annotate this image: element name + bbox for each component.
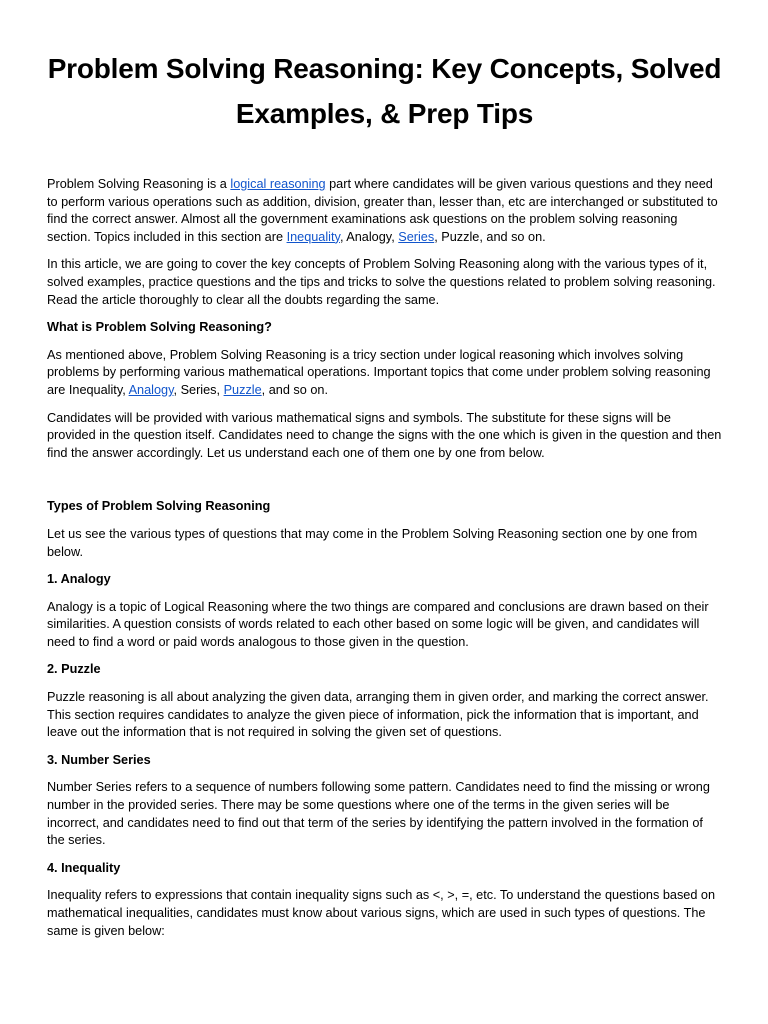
section-heading-inequality: 4. Inequality bbox=[47, 860, 121, 875]
section-text-puzzle: Puzzle reasoning is all about analyzing the given data, arranging them in given order, and marking the correct answer. This section requires candidates to analyze the given piece of information, pick the information that is important, and leave out the information that is not required in solving the given set of questions. bbox=[47, 690, 709, 740]
what-paragraph-2: Candidates will be provided with various mathematical signs and symbols. The substitute for these signs will be provided in the question itself. Candidates need to change the signs with the one which is given in the question and then find the answer accordingly. Let us understand each one of them one by one from below. bbox=[47, 410, 722, 460]
intro-paragraph-1: Problem Solving Reasoning is a logical reasoning part where candidates will be given various questions and they need to perform various operations such as addition, division, greater than, lesser than, etc are interchanged or substituted to find the correct answer. Almost all the government examinations ask questions on the problem solving reasoning section. Topics included in this section are Inequality, Analogy, Series, Puzzle, and so on. bbox=[47, 177, 718, 244]
series-link[interactable]: Series bbox=[398, 229, 435, 244]
section-text-number-series: Number Series refers to a sequence of numbers following some pattern. Candidates need to find the missing or wrong number in the provided series. There may be some questions where one of the terms in the given series will be incorrect, and candidates need to find out that term of the series by identifying the pattern involved in the formation of the series. bbox=[47, 780, 710, 848]
page-title: Problem Solving Reasoning: Key Concepts, Solved Examples, & Prep Tips bbox=[47, 53, 722, 129]
intro-paragraph-2: In this article, we are going to cover the key concepts of Problem Solving Reasoning along with the various types of it, solved examples, practice questions and the tips and tricks to solve the questions related to problem solving reasoning. Read the article thoroughly to clear all the doubts regarding the same. bbox=[47, 257, 716, 307]
what-heading: What is Problem Solving Reasoning? bbox=[47, 320, 272, 335]
logical-reasoning-link[interactable]: logical reasoning bbox=[230, 177, 326, 191]
types-heading: Types of Problem Solving Reasoning bbox=[47, 499, 271, 514]
section-heading-analogy: 1. Analogy bbox=[47, 572, 111, 587]
types-intro: Let us see the various types of questions that may come in the Problem Solving Reasoning section one by one from below. bbox=[47, 526, 698, 559]
what-paragraph-1: As mentioned above, Problem Solving Reasoning is a tricy section under logical reasoning which involves solving problems by performing various mathematical operations. Important topics that come under problem solving reasoning are Inequality, Analogy, Series, Puzzle, and so on. bbox=[47, 347, 711, 397]
section-text-analogy: Analogy is a topic of Logical Reasoning where the two things are compared and conclusions are drawn based on their similarities. A question consists of words related to each other based on some logic will be given, and candidates will need to find a word or paid words analogous to those given in the question. bbox=[47, 599, 709, 649]
spacer bbox=[47, 472, 722, 498]
section-heading-puzzle: 2. Puzzle bbox=[47, 662, 101, 677]
inequality-link[interactable]: Inequality bbox=[286, 229, 340, 244]
analogy-link[interactable]: Analogy bbox=[128, 382, 174, 397]
puzzle-link[interactable]: Puzzle bbox=[223, 382, 262, 397]
section-text-inequality: Inequality refers to expressions that contain inequality signs such as <, >, =, etc. To understand the questions based on mathematical inequalities, candidates must know about various signs, which are used in such types of questions. The same is given below: bbox=[47, 888, 716, 938]
section-heading-number-series: 3. Number Series bbox=[47, 752, 151, 767]
